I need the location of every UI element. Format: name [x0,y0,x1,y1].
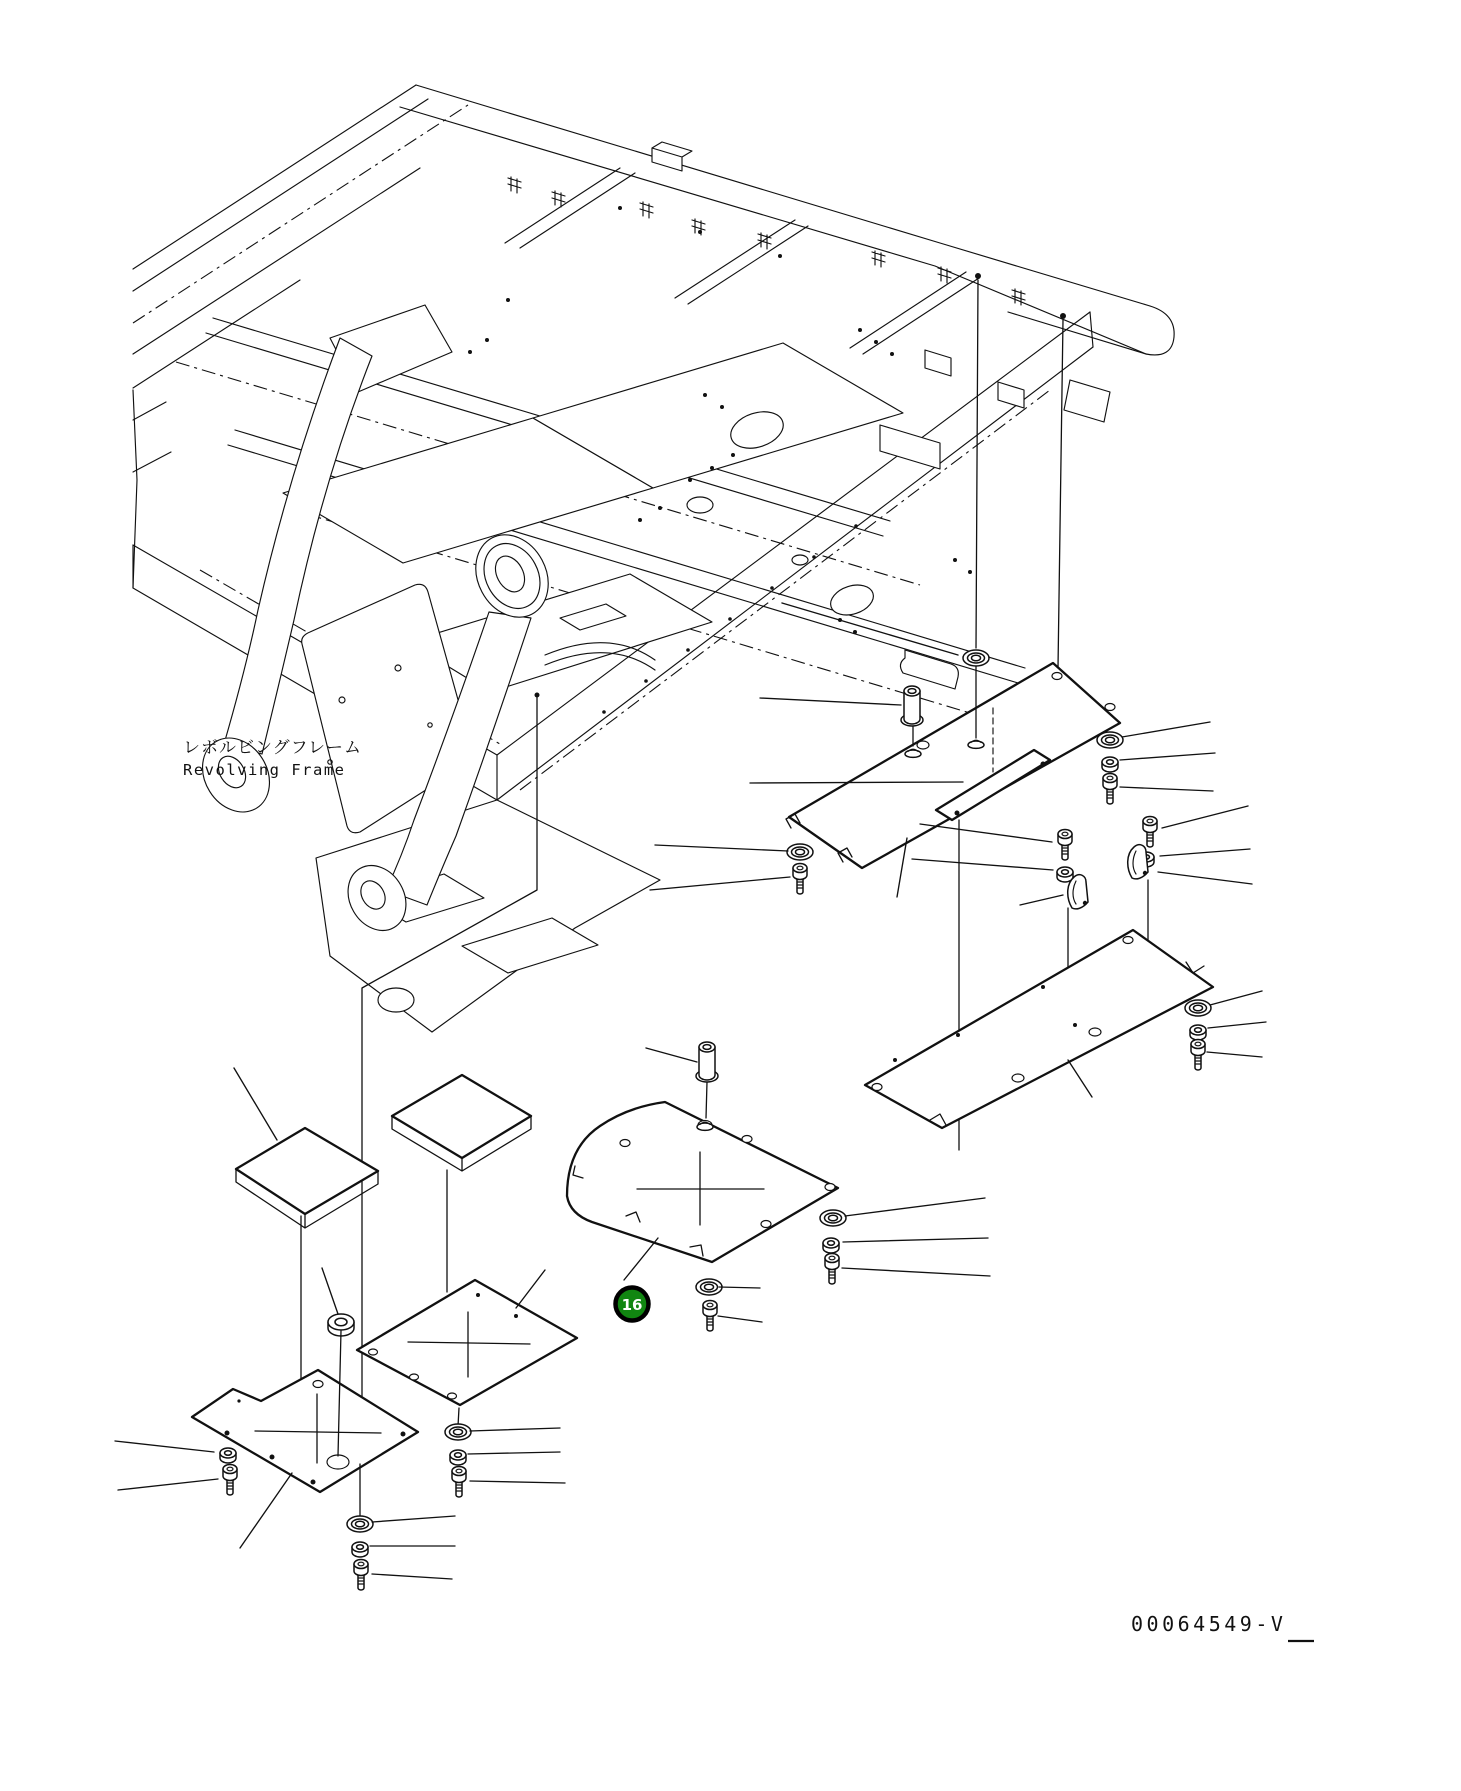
nut-icon [220,1448,236,1463]
washer-icon [1097,732,1123,748]
nut-icon [1190,1025,1206,1040]
washer-icon [820,1210,846,1226]
under-cover-plate-left-square [357,1280,577,1405]
washer-icon [963,650,989,666]
washer-cone-icon [968,740,984,748]
callout-number: 16 [621,1296,643,1314]
spacer-icon [901,686,923,726]
drawing-number: 00064549-V [1131,1612,1287,1636]
bolt-icon [1191,1040,1205,1071]
bolt-icon [354,1560,368,1591]
clip-bracket-icon [1128,845,1148,879]
washer-icon [787,844,813,860]
sound-pad-left [236,1128,378,1228]
bolt-icon [1058,830,1072,861]
nut-icon [450,1450,466,1465]
washer-icon [1185,1000,1211,1016]
frame-label-english: Revolving Frame [183,761,346,779]
lower-plate-hardware [1185,1000,1211,1070]
nut-icon [352,1542,368,1557]
bolt-icon [452,1467,466,1498]
under-cover-plate-lower-right [865,930,1213,1128]
part-callout-16[interactable] [616,1288,649,1321]
washer-icon [696,1279,722,1295]
nut-icon [1102,757,1118,772]
washer-cone-icon [697,1122,713,1130]
nut-icon [823,1238,839,1253]
sound-pad-right [392,1075,531,1171]
bolt-icon [1143,817,1157,848]
bolt-icon [825,1254,839,1285]
clip-bracket-icon [1068,875,1088,909]
bolt-icon [793,864,807,895]
frame-label-japanese: レボルビングフレーム [183,738,362,758]
washer-icon [347,1516,373,1532]
bolt-icon [1103,774,1117,805]
bolt-icon [703,1301,717,1332]
frame-clip-icon [508,177,521,193]
washer-icon [445,1424,471,1440]
spacer-icon [696,1042,718,1082]
washer-cone-icon [905,749,921,757]
bolt-icon [223,1465,237,1496]
